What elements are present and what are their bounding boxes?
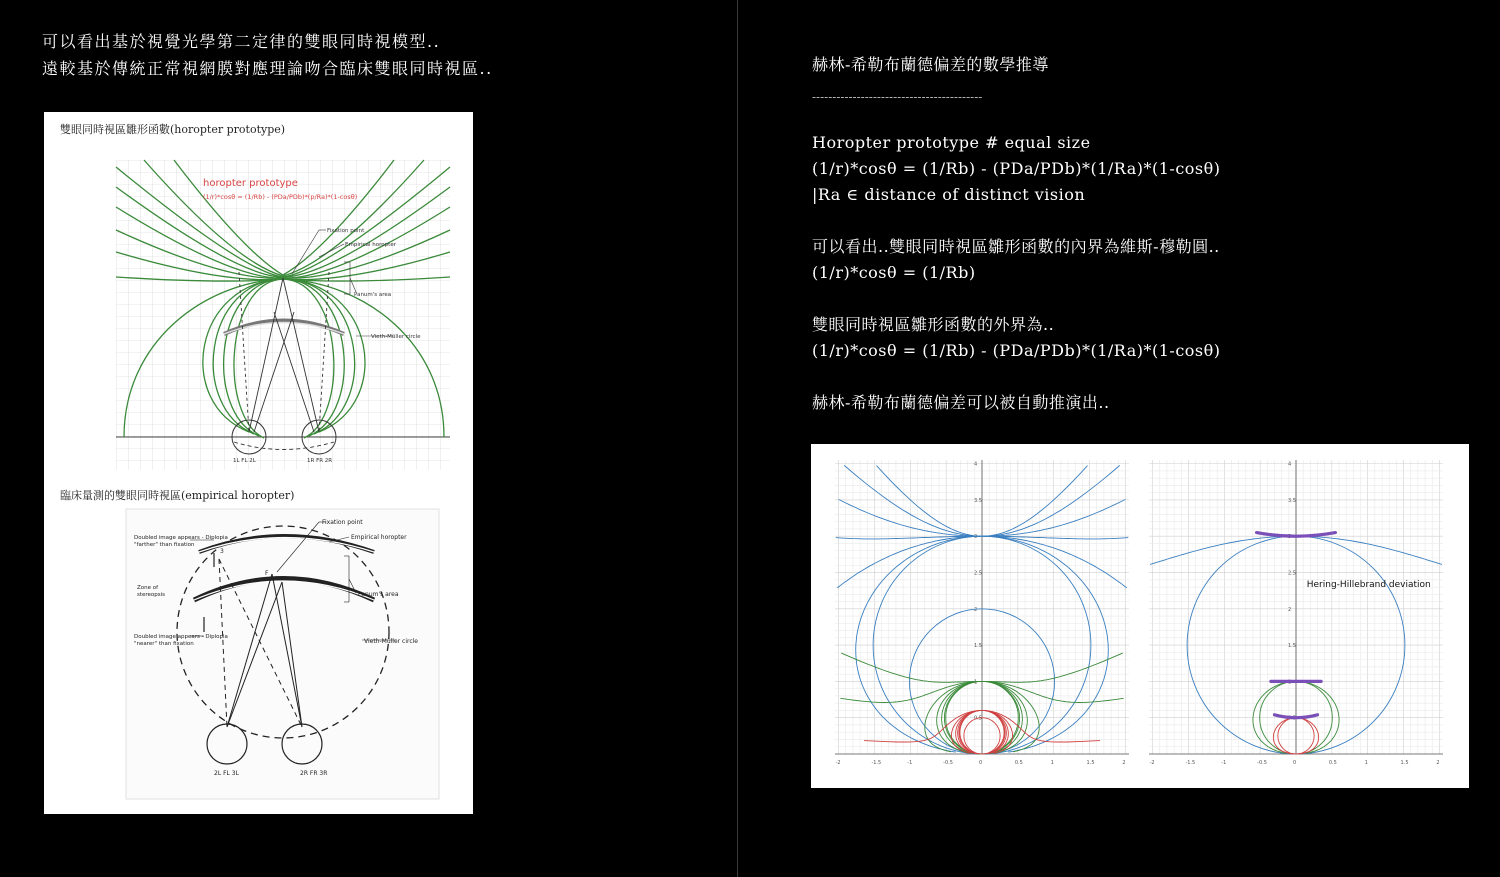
fig2-caption: 臨床量測的雙眼同時視區(empirical horopter) [60,489,295,502]
x-tick-label: 0.5 [1014,760,1023,766]
y-tick-label: 1.5 [974,643,982,650]
fig1-caption: 雙眼同時視區雛形函數(horopter prototype) [60,123,286,136]
fig2-label-panum: Panum's area [358,591,399,598]
x-tick-label: 1 [1050,760,1054,766]
fig1-label-vieth: Vieth-Müller circle [371,334,421,340]
left-intro [42,28,493,82]
x-tick-label: -2 [835,760,841,766]
fig2-label-nearer-1: Doubled image appears - Diplopia [134,634,228,640]
fig2-eye-right: 2R FR 3R [300,770,328,777]
fig2-point-3: 3 [220,548,224,555]
x-tick-label: 1.5 [1086,760,1095,766]
x-tick-label: 2 [1122,760,1126,766]
right-line-5: (1/r)*cosθ = (1/Rb) [812,263,976,282]
y-tick-label: 2.5 [974,570,982,577]
horopter-graphs [811,444,1469,788]
fig1-title: horopter prototype [203,178,298,189]
y-tick-label: 0.5 [974,715,982,722]
fig2-label-empirical: Empirical horopter [351,534,407,541]
y-tick-label: 0.5 [1288,715,1296,722]
fig2-label-nearer-2: "nearer" than fixation [134,641,194,647]
hering-hillebrand-label: Hering-Hillebrand deviation [1306,580,1431,591]
right-graph-panel [811,444,1469,788]
right-line-4: 可以看出..雙眼同時視區雛形函數的內界為維斯-穆勒圓.. [812,237,1220,256]
fig2-point-f: F [265,570,269,577]
x-tick-label: -0.5 [943,760,953,766]
y-tick-label: 2 [1288,606,1292,613]
y-tick-label: 3.5 [1288,497,1296,504]
right-line-1: Horopter prototype # equal size [812,133,1091,152]
fig2-label-fixation: Fixation point [322,519,363,526]
x-tick-label: -1 [1221,760,1227,766]
y-tick-label: 1 [974,679,978,686]
fig1-label-empirical: Empirical horopter [345,242,396,248]
y-tick-label: 1.5 [1288,643,1296,650]
x-tick-label: -0.5 [1257,760,1267,766]
fig1-eye-left: 1L FL 2L [233,458,256,464]
y-tick-label: 4 [974,461,978,468]
fig2-eye-left: 2L FL 3L [214,770,239,777]
fig1-plot [116,160,450,470]
y-tick-label: 3 [1288,534,1292,541]
right-line-8: 赫林-希勒布蘭德偏差可以被自動推演出.. [812,393,1110,412]
x-tick-label: 0.5 [1328,760,1337,766]
y-tick-label: 3 [974,534,978,541]
right-title: 赫林-希勒布蘭德偏差的數學推導 [812,55,1049,74]
horopter-figures [44,112,473,814]
left-figure-panel [44,112,473,814]
x-tick-label: 1.5 [1400,760,1409,766]
fig2-label-farther-1: Doubled image appears - Diplopia [134,535,228,541]
fig1-label-fixation: Fixation point [327,228,365,234]
y-tick-label: 4 [1288,461,1292,468]
y-tick-label: 3.5 [974,497,982,504]
fig2-label-farther-2: "farther" than fixation [134,542,195,548]
right-line-6: 雙眼同時視區雛形函數的外界為.. [812,315,1055,334]
x-tick-label: 2 [1436,760,1440,766]
y-tick-label: 2 [974,606,978,613]
x-tick-label: 0 [979,760,983,766]
right-rule: ------------------------------------------ [812,90,983,104]
x-tick-label: 0 [1293,760,1297,766]
x-tick-label: 1 [1364,760,1368,766]
x-tick-label: -1 [907,760,913,766]
intro-line-1: 可以看出基於視覺光學第二定律的雙眼同時視模型.. [42,32,441,51]
fig1-eye-right: 1R FR 2R [307,458,333,464]
x-tick-label: -1.5 [1185,760,1196,766]
right-line-3: |Ra ∈ distance of distinct vision [812,185,1086,204]
right-line-7: (1/r)*cosθ = (1/Rb) - (PDa/PDb)*(1/Ra)*(1-cosθ) [812,341,1221,360]
page-divider [737,0,738,877]
fig2-label-zone-1: Zone of [137,585,159,591]
fig2-label-vieth: Vieth-Müller circle [364,638,418,645]
x-tick-label: -2 [1149,760,1155,766]
x-tick-label: -1.5 [871,760,882,766]
y-tick-label: 1 [1288,679,1292,686]
y-tick-label: 2.5 [1288,570,1296,577]
fig1-label-panum: Panum's area [354,292,392,298]
right-line-2: (1/r)*cosθ = (1/Rb) - (PDa/PDb)*(1/Ra)*(1-cosθ) [812,159,1221,178]
intro-line-2: 遠較基於傳統正常視網膜對應理論吻合臨床雙眼同時視區.. [42,59,493,78]
fig2-plot [126,509,439,799]
fig2-label-zone-2: stereopsis [137,592,166,598]
fig1-formula: (1/r)*cosθ = (1/Rb) - (PDa/PDb)*(p/Ra)*(1-cosθ) [203,193,358,201]
